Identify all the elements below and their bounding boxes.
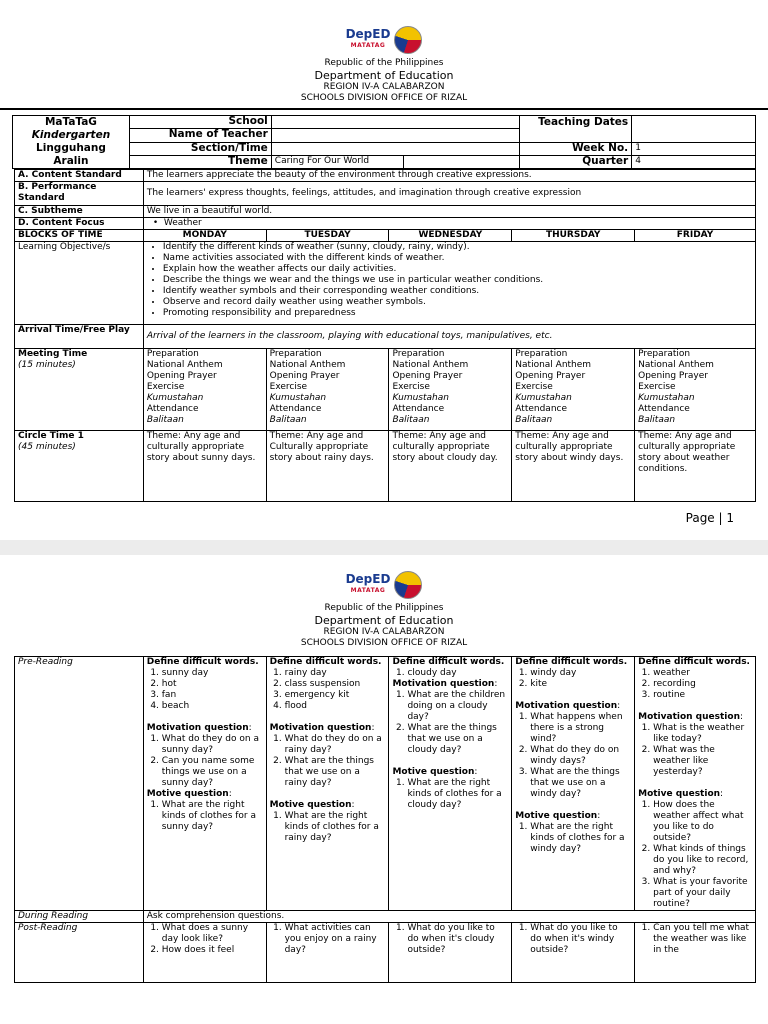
meeting-thursday: Preparation National Anthem Opening Prayer Exercise Kumustahan Attendance Balitaan <box>512 349 635 431</box>
list-item: 1. What do you like to do when it's windy outside? <box>530 923 631 956</box>
content-standard-label: A. Content Standard <box>15 170 144 182</box>
objective-item: • Describe the things we wear and the things we use in particular weather conditions. <box>163 275 752 286</box>
day-wednesday: WEDNESDAY <box>389 230 512 242</box>
list-item: 2. Can you name some things we use on a sunny day? <box>162 756 263 789</box>
list-item: 1. sunny day <box>162 668 263 679</box>
post-friday <box>635 923 756 983</box>
header-republic: Republic of the Philippines <box>324 603 444 613</box>
info-table <box>12 115 756 169</box>
list-item: 1. rainy day <box>285 668 386 679</box>
plan-table <box>14 169 756 502</box>
list-item: 2. What do they do on windy days? <box>530 745 631 767</box>
meeting-monday: Preparation National Anthem Opening Prayer Exercise Kumustahan Attendance Balitaan <box>143 349 266 431</box>
list-item: 2. What are the things that we use on a cloudy day? <box>407 723 508 756</box>
list-item: 3. What is your favorite part of your daily routine? <box>653 877 752 910</box>
circle-friday: Theme: Any age and culturally appropriate story about weather conditions. <box>635 431 756 502</box>
deped-logo: DepED MATATAG <box>345 27 391 49</box>
page-2 <box>0 555 768 1024</box>
objective-item: • Observe and record daily weather using weather symbols. <box>163 297 752 308</box>
during-label: During Reading <box>15 911 144 923</box>
list-item: 1. What is the weather like today? <box>653 723 752 745</box>
list-item: 2. hot <box>162 679 263 690</box>
quarter-value: 4 <box>632 155 756 168</box>
prereading-thursday: Define difficult words. 1. windy day 2. kite Motivation question: 1. What happens when there is a strong wind? 2. What do they do on windy days? 3. What are the things that we use on a windy day? Motive question: 1. What are the right kinds of clothes for a windy day? <box>512 657 635 911</box>
teaching-dates-value <box>632 116 756 143</box>
blocks-label: BLOCKS OF TIME <box>15 230 144 242</box>
theme-value: Caring For Our World <box>271 155 403 168</box>
objective-item: • Name activities associated with the different kinds of weather. <box>163 253 752 264</box>
list-item: 1. What are the children doing on a cloudy day? <box>407 690 508 723</box>
meeting-friday: Preparation National Anthem Opening Prayer Exercise Kumustahan Attendance Balitaan <box>635 349 756 431</box>
page-header-2 <box>0 567 768 649</box>
prereading-row <box>15 657 756 911</box>
header-department: Department of Education <box>314 69 454 82</box>
content-standard: The learners appreciate the beauty of the environment through creative expressions. <box>143 170 755 182</box>
list-item: 1. What are the right kinds of clothes for a rainy day? <box>285 811 386 844</box>
header-division: SCHOOLS DIVISION OFFICE OF RIZAL <box>300 93 468 103</box>
list-item: 1. cloudy day <box>407 668 508 679</box>
quarter-label: Quarter <box>520 155 632 168</box>
list-item: 1. What activities can you enjoy on a rainy day? <box>285 923 386 956</box>
teacher-value <box>271 129 520 142</box>
list-item: 1. weather <box>653 668 752 679</box>
meeting-label-cell: Meeting Time (15 minutes) <box>15 349 144 431</box>
arrival-label: Arrival Time/Free Play <box>15 325 144 349</box>
objective-item: • Identify weather symbols and their corresponding weather conditions. <box>163 286 752 297</box>
post-label: Post-Reading <box>15 923 144 983</box>
list-item: 2. What are the things that we use on a rainy day? <box>285 756 386 789</box>
seal-icon <box>394 571 422 599</box>
page-header <box>0 22 768 104</box>
subtheme-label: C. Subtheme <box>15 206 144 218</box>
list-item: 1. What are the right kinds of clothes for a windy day? <box>530 822 631 855</box>
post-thursday <box>512 923 635 983</box>
prereading-friday: Define difficult words. 1. weather 2. recording 3. routine Motivation question: 1. What is the weather like today? 2. What was the weather like yesterday? Motive question: 1. How does the weather affect what you like to do outside? 2. What kinds of things do you like to record, and why? 3. What is your favorite part of your daily routine? <box>635 657 756 911</box>
deped-logo: DepED MATATAG <box>345 572 391 594</box>
list-item: 2. recording <box>653 679 752 690</box>
theme-label: Theme <box>129 155 271 168</box>
prereading-monday: Define difficult words. 1. sunny day 2. hot 3. fan 4. beach Motivation question: 1. What do they do on a sunny day? 2. Can you name some things we use on a sunny day? Motive question: 1. What are the right kinds of clothes for a sunny day? <box>143 657 266 911</box>
list-item: 4. beach <box>162 701 263 712</box>
list-item: 1. What do you like to do when it's cloudy outside? <box>407 923 508 956</box>
header-logos <box>0 567 768 603</box>
header-department: Department of Education <box>314 614 454 627</box>
list-item: 3. emergency kit <box>285 690 386 701</box>
list-item: 1. How does the weather affect what you like to do outside? <box>653 800 752 844</box>
objective-item: • Explain how the weather affects our daily activities. <box>163 264 752 275</box>
objective-item: • Promoting responsibility and preparedness <box>163 308 752 319</box>
header-region: REGION IV-A CALABARZON <box>323 82 445 92</box>
during-reading: Ask comprehension questions. <box>143 911 755 923</box>
header-logos <box>0 22 768 58</box>
list-item: 3. fan <box>162 690 263 701</box>
teaching-dates-label: Teaching Dates <box>520 116 632 143</box>
post-monday <box>143 923 266 983</box>
circle-wednesday: Theme: Any age and culturally appropriate story about cloudy day. <box>389 431 512 502</box>
prereading-wednesday: Define difficult words. 1. cloudy day Motivation question: 1. What are the children doing on a cloudy day? 2. What are the things that we use on a cloudy day? Motive question: 1. What are the right kinds of clothes for a cloudy day? <box>389 657 512 911</box>
day-monday: MONDAY <box>143 230 266 242</box>
list-item: 1. What do they do on a rainy day? <box>285 734 386 756</box>
list-item: 1. What do they do on a sunny day? <box>162 734 263 756</box>
objectives-label: Learning Objective/s <box>15 242 144 325</box>
circle-tuesday: Theme: Any age and Culturally appropriate story about rainy days. <box>266 431 389 502</box>
list-item: 1. What does a sunny day look like? <box>162 923 263 945</box>
week-label: Week No. <box>520 142 632 155</box>
header-division: SCHOOLS DIVISION OFFICE OF RIZAL <box>300 638 468 648</box>
meeting-wednesday: Preparation National Anthem Opening Prayer Exercise Kumustahan Attendance Balitaan <box>389 349 512 431</box>
theme-extra <box>403 155 520 168</box>
circle-monday: Theme: Any age and culturally appropriate story about sunny days. <box>143 431 266 502</box>
content-focus: • Weather <box>143 218 755 230</box>
meeting-tuesday: Preparation National Anthem Opening Prayer Exercise Kumustahan Attendance Balitaan <box>266 349 389 431</box>
school-value <box>271 116 520 129</box>
list-item: 1. What happens when there is a strong wind? <box>530 712 631 745</box>
list-item: 2. What was the weather like yesterday? <box>653 745 752 778</box>
list-item: 1. What are the right kinds of clothes for a sunny day? <box>162 800 263 833</box>
list-item: 2. kite <box>530 679 631 690</box>
objectives <box>143 242 755 325</box>
subtheme: We live in a beautiful world. <box>143 206 755 218</box>
list-item: 1. windy day <box>530 668 631 679</box>
performance-label: B. Performance Standard <box>15 182 144 206</box>
list-item: 3. What are the things that we use on a windy day? <box>530 767 631 800</box>
day-thursday: THURSDAY <box>512 230 635 242</box>
post-tuesday <box>266 923 389 983</box>
prereading-tuesday: Define difficult words. 1. rainy day 2. class suspension 3. emergency kit 4. flood Motivation question: 1. What do they do on a rainy day? 2. What are the things that we use on a rainy day? Motive question: 1. What are the right kinds of clothes for a rainy day? <box>266 657 389 911</box>
list-item: 4. flood <box>285 701 386 712</box>
list-item: 2. class suspension <box>285 679 386 690</box>
list-item: 3. routine <box>653 690 752 701</box>
school-label: School <box>129 116 271 129</box>
performance-standard: The learners' express thoughts, feelings, attitudes, and imagination through creative expression <box>143 182 755 206</box>
day-friday: FRIDAY <box>635 230 756 242</box>
plan-title: MaTaTaG Kindergarten Lingguhang Aralin <box>13 116 130 169</box>
header-region: REGION IV-A CALABARZON <box>323 627 445 637</box>
list-item: 2. How does it feel <box>162 945 263 956</box>
list-item: 2. What kinds of things do you like to record, and why? <box>653 844 752 877</box>
prereading-label: Pre-Reading <box>15 657 144 911</box>
objective-item: • Identify the different kinds of weather (sunny, cloudy, rainy, windy). <box>163 242 752 253</box>
day-tuesday: TUESDAY <box>266 230 389 242</box>
circle-label-cell: Circle Time 1 (45 minutes) <box>15 431 144 502</box>
list-item: 1. Can you tell me what the weather was like in the <box>653 923 752 956</box>
content-focus-label: D. Content Focus <box>15 218 144 230</box>
seal-icon <box>394 26 422 54</box>
header-republic: Republic of the Philippines <box>324 58 444 68</box>
section-label: Section/Time <box>129 142 271 155</box>
week-value: 1 <box>632 142 756 155</box>
teacher-label: Name of Teacher <box>129 129 271 142</box>
list-item: 1. What are the right kinds of clothes for a cloudy day? <box>407 778 508 811</box>
reading-table <box>14 656 756 983</box>
arrival: Arrival of the learners in the classroom, playing with educational toys, manipulatives, etc. <box>143 325 755 349</box>
header-rule <box>0 108 768 110</box>
page-number: Page | 1 <box>685 511 734 525</box>
section-value <box>271 142 520 155</box>
post-wednesday <box>389 923 512 983</box>
circle-thursday: Theme: Any age and culturally appropriate story about windy days. <box>512 431 635 502</box>
